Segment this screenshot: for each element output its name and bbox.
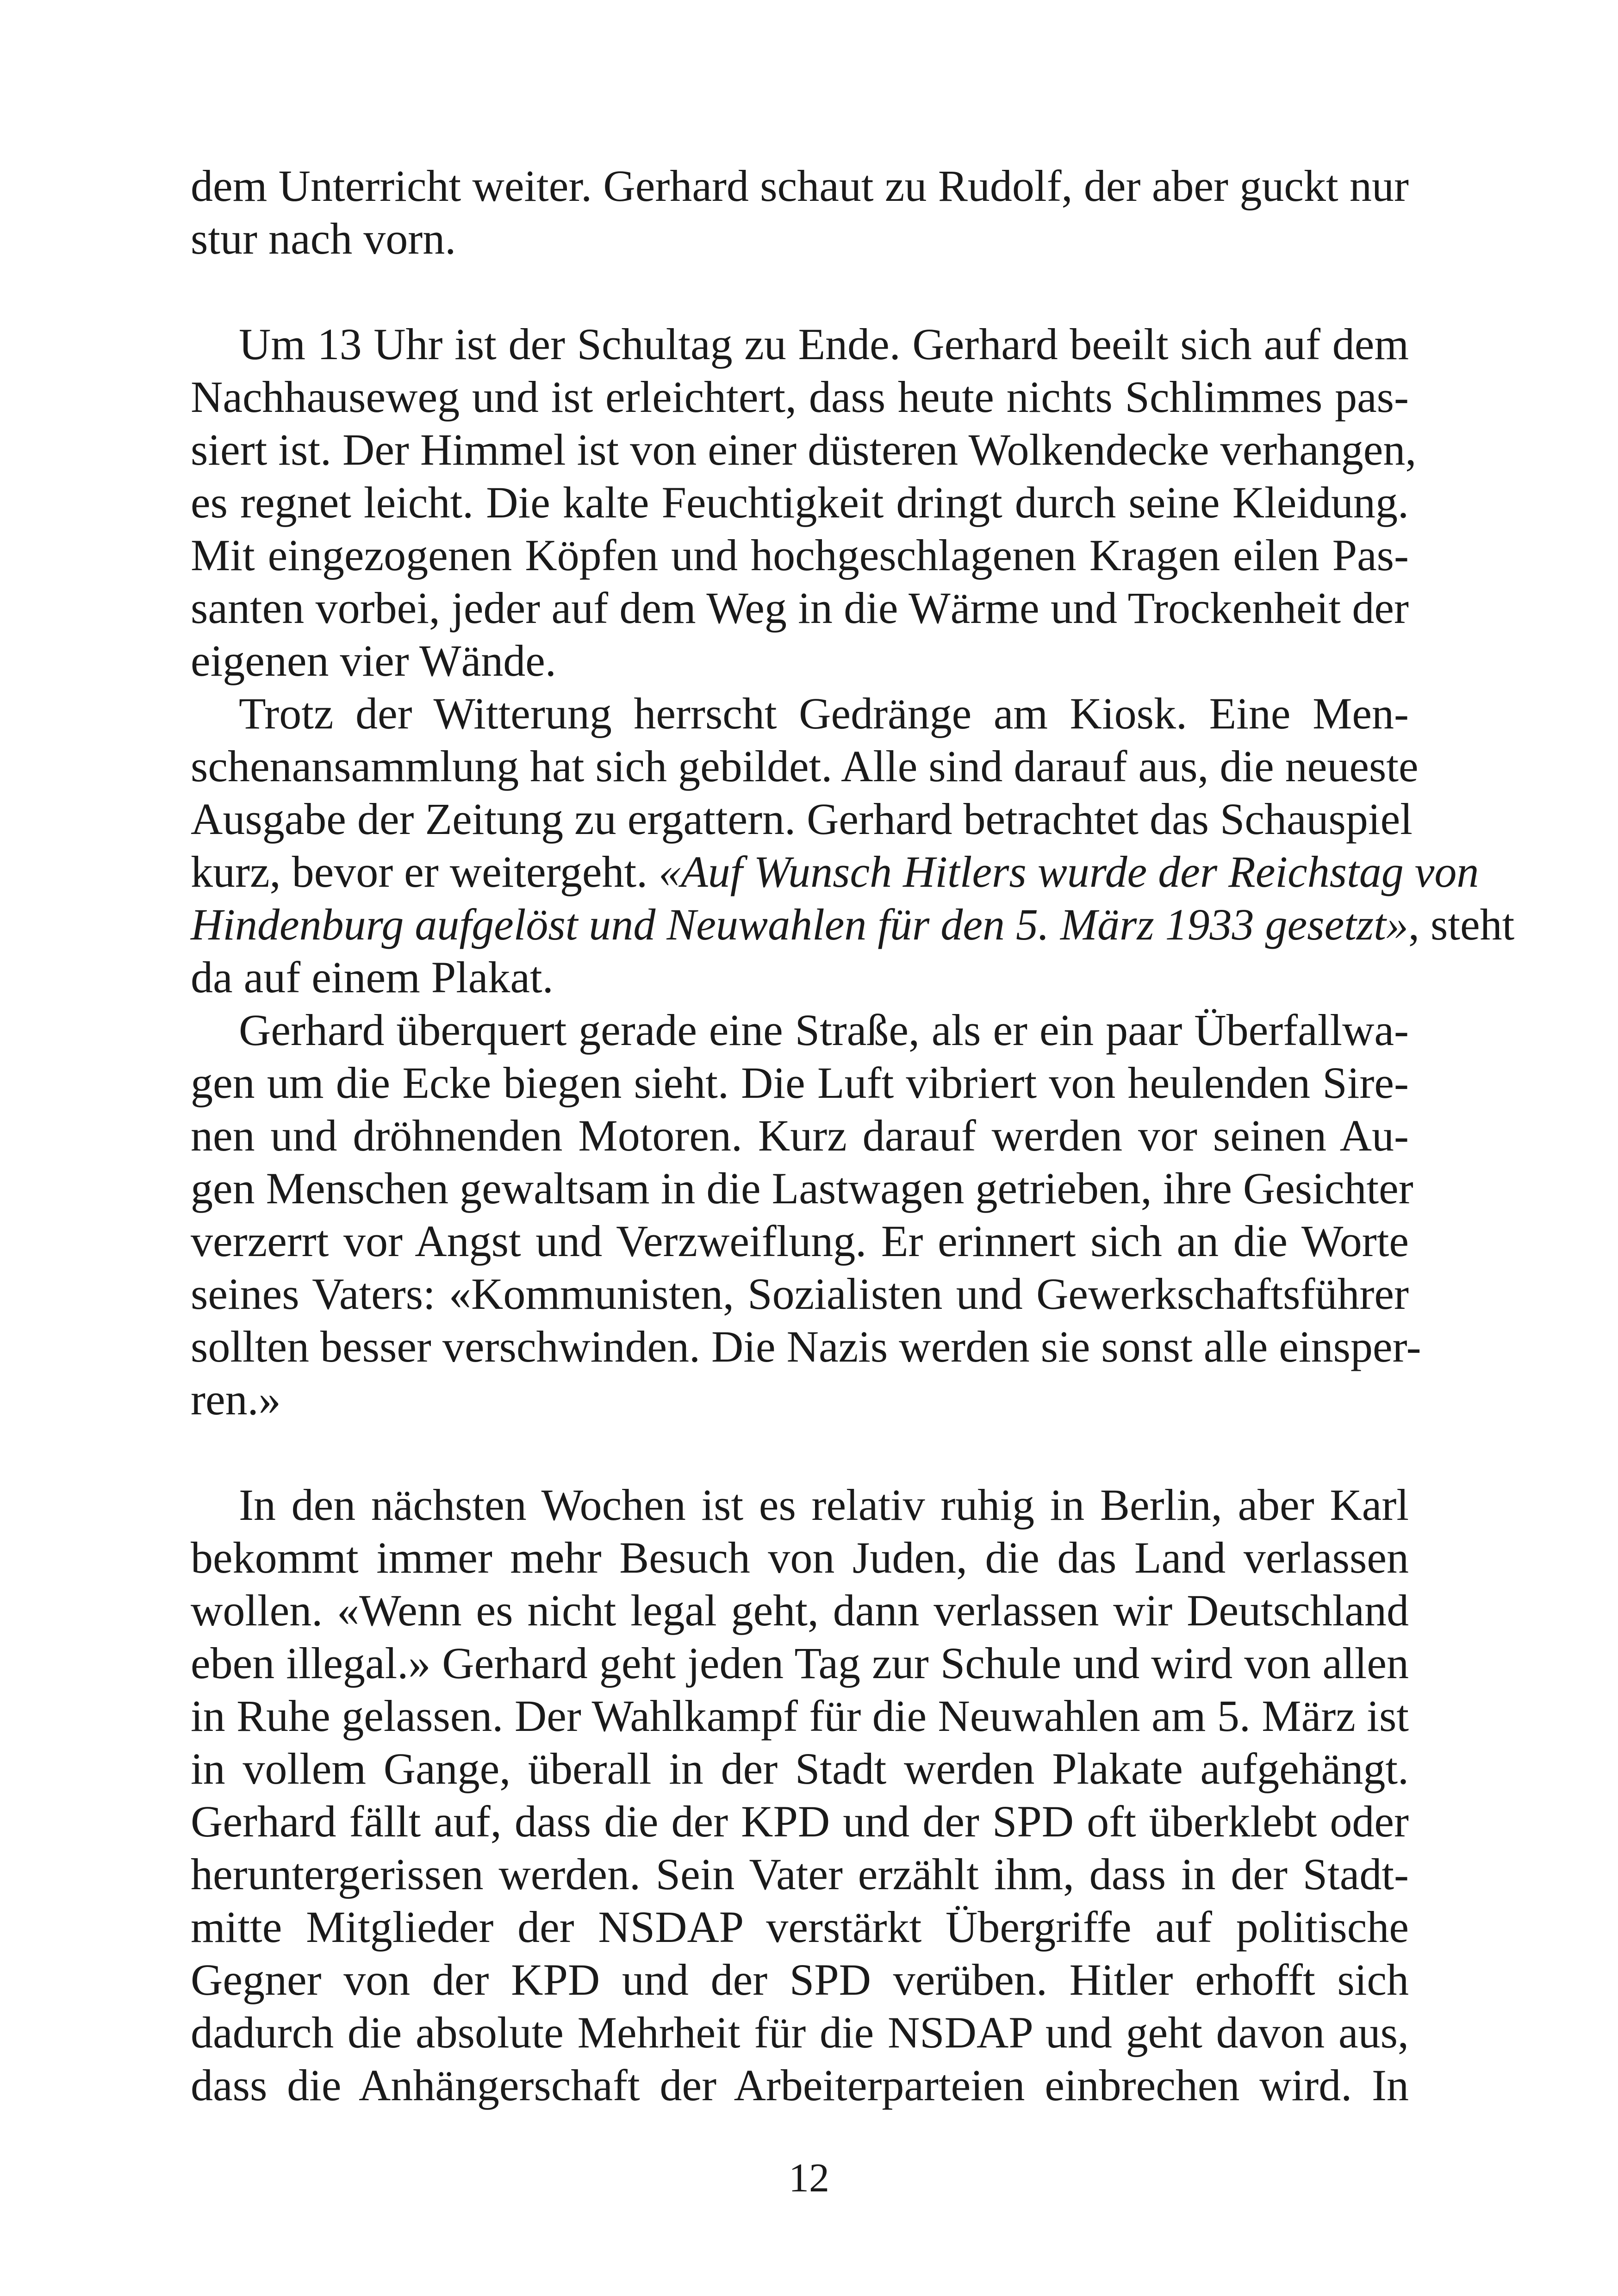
text-line: Mit eingezogenen Köpfen und hochgeschlagenen Kragen eilen Pas- bbox=[191, 530, 1409, 580]
text-line: heruntergerissen werden. Sein Vater erzählt ihm, dass in der Stadt- bbox=[191, 1849, 1409, 1899]
paragraph-4 bbox=[191, 1004, 1421, 1426]
text-line: es regnet leicht. Die kalte Feuchtigkeit dringt durch seine Kleidung. bbox=[191, 478, 1409, 527]
text-run: kurz, bevor er weitergeht. bbox=[191, 847, 659, 896]
text-line: bekommt immer mehr Besuch von Juden, die das Land verlassen bbox=[191, 1533, 1409, 1582]
text-line: Gegner von der KPD und der SPD verüben. Hitler erhofft sich bbox=[191, 1955, 1409, 2004]
text-line: in vollem Gange, überall in der Stadt werden Plakate aufgehängt. bbox=[191, 1744, 1409, 1793]
paragraph-3 bbox=[191, 687, 1515, 1004]
section-gap bbox=[191, 1426, 1409, 1479]
text-line: Ausgabe der Zeitung zu ergattern. Gerhard betrachtet das Schauspiel bbox=[191, 794, 1413, 844]
text-line: siert ist. Der Himmel ist von einer düsteren Wolkendecke verhangen, bbox=[191, 425, 1417, 474]
text-line: schenansammlung hat sich gebildet. Alle sind darauf aus, die neueste bbox=[191, 741, 1419, 791]
text-line: ren.» bbox=[191, 1375, 281, 1424]
text-line: dadurch die absolute Mehrheit für die NSDAP und geht davon aus, bbox=[191, 2008, 1409, 2057]
text-line: eigenen vier Wände. bbox=[191, 636, 556, 685]
quote-italic: «Auf Wunsch Hitlers wurde der Reichstag von bbox=[659, 847, 1479, 896]
text-line: Trotz der Witterung herrscht Gedränge am Kiosk. Eine Men- bbox=[239, 689, 1409, 738]
text-line: Um 13 Uhr ist der Schultag zu Ende. Gerhard beeilt sich auf dem bbox=[239, 319, 1409, 369]
text-line: eben illegal.» Gerhard geht jeden Tag zur Schule und wird von allen bbox=[191, 1638, 1409, 1688]
text-line: dass die Anhängerschaft der Arbeiterparteien einbrechen wird. In bbox=[191, 2060, 1409, 2110]
text-line: mitte Mitglieder der NSDAP verstärkt Übergriffe auf politische bbox=[191, 1902, 1409, 1952]
text-line: Gerhard fällt auf, dass die der KPD und der SPD oft überklebt oder bbox=[191, 1797, 1409, 1846]
text-line: gen Menschen gewaltsam in die Lastwagen getrieben, ihre Gesichter bbox=[191, 1164, 1413, 1213]
text-line bbox=[191, 846, 1479, 898]
text-line: santen vorbei, jeder auf dem Weg in die Wärme und Trockenheit der bbox=[191, 583, 1409, 633]
text-line: wollen. «Wenn es nicht legal geht, dann verlassen wir Deutschland bbox=[191, 1586, 1409, 1635]
paragraph-5 bbox=[191, 1479, 1409, 2112]
page-number: 12 bbox=[789, 2156, 829, 2201]
text-line: dem Unterricht weiter. Gerhard schaut zu Rudolf, der aber guckt nur bbox=[191, 161, 1409, 211]
text-run: , steht bbox=[1408, 900, 1515, 949]
text-line: da auf einem Plakat. bbox=[191, 952, 554, 1002]
text-line: In den nächsten Wochen ist es relativ ruhig in Berlin, aber Karl bbox=[239, 1480, 1409, 1530]
text-line: seines Vaters: «Kommunisten, Sozialisten und Gewerkschaftsführer bbox=[191, 1269, 1409, 1319]
text-line: Gerhard überquert gerade eine Straße, als er ein paar Überfallwa- bbox=[239, 1005, 1409, 1055]
text-line: sollten besser verschwinden. Die Nazis werden sie sonst alle einsper- bbox=[191, 1322, 1421, 1371]
paragraph-1 bbox=[191, 160, 1409, 265]
text-line: Nachhauseweg und ist erleichtert, dass heute nichts Schlimmes pas- bbox=[191, 372, 1409, 422]
text-line: verzerrt vor Angst und Verzweiflung. Er erinnert sich an die Worte bbox=[191, 1216, 1409, 1266]
text-line: stur nach vorn. bbox=[191, 214, 456, 263]
section-gap bbox=[191, 265, 1409, 318]
paragraph-2 bbox=[191, 318, 1417, 687]
text-line: in Ruhe gelassen. Der Wahlkampf für die Neuwahlen am 5. März ist bbox=[191, 1691, 1409, 1741]
quote-italic: Hindenburg aufgelöst und Neuwahlen für den 5. März 1933 gesetzt» bbox=[191, 900, 1408, 949]
text-line: gen um die Ecke biegen sieht. Die Luft vibriert von heulenden Sire- bbox=[191, 1058, 1409, 1108]
text-line: nen und dröhnenden Motoren. Kurz darauf werden vor seinen Au- bbox=[191, 1111, 1409, 1160]
text-line bbox=[191, 898, 1515, 951]
page-body bbox=[191, 160, 1515, 2112]
